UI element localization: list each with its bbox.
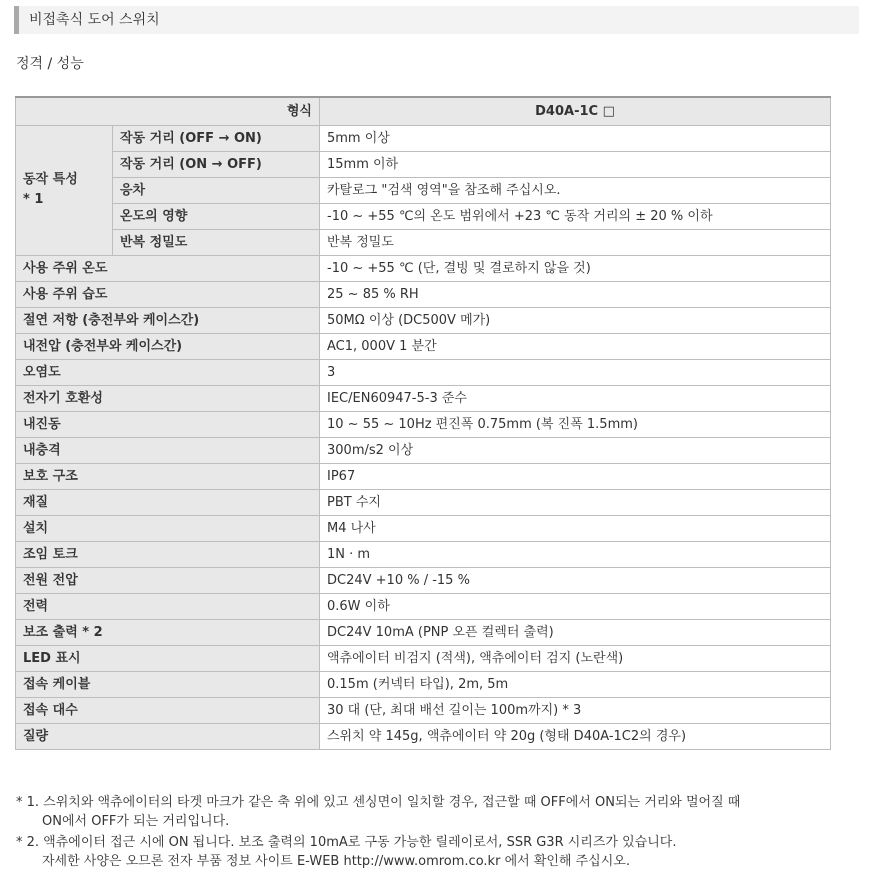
table-row	[16, 333, 831, 359]
row-value: 5mm 이상	[320, 125, 831, 151]
row-value: 25 ~ 85 % RH	[320, 281, 831, 307]
table-row	[16, 307, 831, 333]
row-value: M4 나사	[320, 515, 831, 541]
table-row	[16, 645, 831, 671]
row-label: 내전압 (충전부와 케이스간)	[16, 333, 320, 359]
row-label: 전자기 호환성	[16, 385, 320, 411]
footnote-2	[16, 833, 676, 871]
row-value: 카탈로그 "검색 영역"을 참조해 주십시오.	[320, 177, 831, 203]
table-row	[16, 229, 831, 255]
table-row	[16, 255, 831, 281]
footnote-1-line2: ON에서 OFF가 되는 거리입니다.	[42, 814, 230, 829]
table-row	[16, 281, 831, 307]
row-label: 절연 저항 (충전부와 케이스간)	[16, 307, 320, 333]
row-label: 작동 거리 (ON → OFF)	[113, 151, 320, 177]
header-label: 형식	[16, 97, 320, 125]
table-header-row	[16, 97, 831, 125]
table-row	[16, 203, 831, 229]
row-value: 30 대 (단, 최대 배선 길이는 100m까지) * 3	[320, 697, 831, 723]
row-label: 재질	[16, 489, 320, 515]
subtitle: 정격 / 성능	[16, 56, 84, 72]
table-row	[16, 697, 831, 723]
row-label: 보호 구조	[16, 463, 320, 489]
row-label: 오염도	[16, 359, 320, 385]
footnote-1-line1: * 1. 스위치와 액츄에이터의 타겟 마크가 같은 축 위에 있고 센싱면이 일치할 경우, 접근할 때 OFF에서 ON되는 거리와 멀어질 때	[16, 795, 741, 810]
row-label: 전력	[16, 593, 320, 619]
row-label: 응차	[113, 177, 320, 203]
row-label: 설치	[16, 515, 320, 541]
row-value: 15mm 이하	[320, 151, 831, 177]
table-row	[16, 489, 831, 515]
row-label: 접속 케이블	[16, 671, 320, 697]
row-label: 접속 대수	[16, 697, 320, 723]
footnote-2-line2: 자세한 사양은 오므론 전자 부품 정보 사이트 E-WEB http://www.omrom.co.kr 에서 확인해 주십시오.	[42, 854, 630, 869]
table-row	[16, 515, 831, 541]
table-row	[16, 177, 831, 203]
table-row	[16, 151, 831, 177]
row-label: 보조 출력 * 2	[16, 619, 320, 645]
row-label: 작동 거리 (OFF → ON)	[113, 125, 320, 151]
table-row	[16, 671, 831, 697]
row-label: 반복 정밀도	[113, 229, 320, 255]
row-value: 10 ~ 55 ~ 10Hz 편진폭 0.75mm (복 진폭 1.5mm)	[320, 411, 831, 437]
row-value: -10 ~ +55 ℃의 온도 범위에서 +23 ℃ 동작 거리의 ± 20 % 이하	[320, 203, 831, 229]
table-row	[16, 593, 831, 619]
table-row	[16, 437, 831, 463]
row-value: DC24V 10mA (PNP 오픈 컬렉터 출력)	[320, 619, 831, 645]
row-label: 온도의 영향	[113, 203, 320, 229]
row-value: 액츄에이터 비검지 (적색), 액츄에이터 검지 (노란색)	[320, 645, 831, 671]
table-row	[16, 541, 831, 567]
spec-table	[15, 96, 831, 750]
row-value: -10 ~ +55 ℃ (단, 결빙 및 결로하지 않을 것)	[320, 255, 831, 281]
table-row	[16, 619, 831, 645]
footnote-2-line1: * 2. 액츄에이터 접근 시에 ON 됩니다. 보조 출력의 10mA로 구동 가능한 릴레이로서, SSR G3R 시리즈가 있습니다.	[16, 835, 677, 850]
table-row	[16, 723, 831, 749]
row-label: 내진동	[16, 411, 320, 437]
row-value: 0.15m (커넥터 타입), 2m, 5m	[320, 671, 831, 697]
model-name: D40A-1C □	[320, 97, 831, 125]
footnote-1	[16, 793, 740, 831]
table-row	[16, 385, 831, 411]
row-value: 3	[320, 359, 831, 385]
row-value: 반복 정밀도	[320, 229, 831, 255]
group-label: 동작 특성 * 1	[16, 125, 113, 255]
row-label: LED 표시	[16, 645, 320, 671]
row-value: AC1, 000V 1 분간	[320, 333, 831, 359]
row-label: 내충격	[16, 437, 320, 463]
row-label: 전원 전압	[16, 567, 320, 593]
table-row	[16, 463, 831, 489]
section-title: 비접촉식 도어 스위치	[14, 6, 859, 34]
row-label: 사용 주위 습도	[16, 281, 320, 307]
row-value: PBT 수지	[320, 489, 831, 515]
row-value: 50MΩ 이상 (DC500V 메가)	[320, 307, 831, 333]
row-label: 질량	[16, 723, 320, 749]
table-row	[16, 567, 831, 593]
row-value: 0.6W 이하	[320, 593, 831, 619]
row-value: 1N · m	[320, 541, 831, 567]
table-row	[16, 411, 831, 437]
row-label: 조임 토크	[16, 541, 320, 567]
row-label: 사용 주위 온도	[16, 255, 320, 281]
table-row	[16, 359, 831, 385]
row-value: IP67	[320, 463, 831, 489]
row-value: 300m/s2 이상	[320, 437, 831, 463]
table-row	[16, 125, 831, 151]
row-value: 스위치 약 145g, 액츄에이터 약 20g (형태 D40A-1C2의 경우)	[320, 723, 831, 749]
row-value: DC24V +10 % / -15 %	[320, 567, 831, 593]
row-value: IEC/EN60947-5-3 준수	[320, 385, 831, 411]
